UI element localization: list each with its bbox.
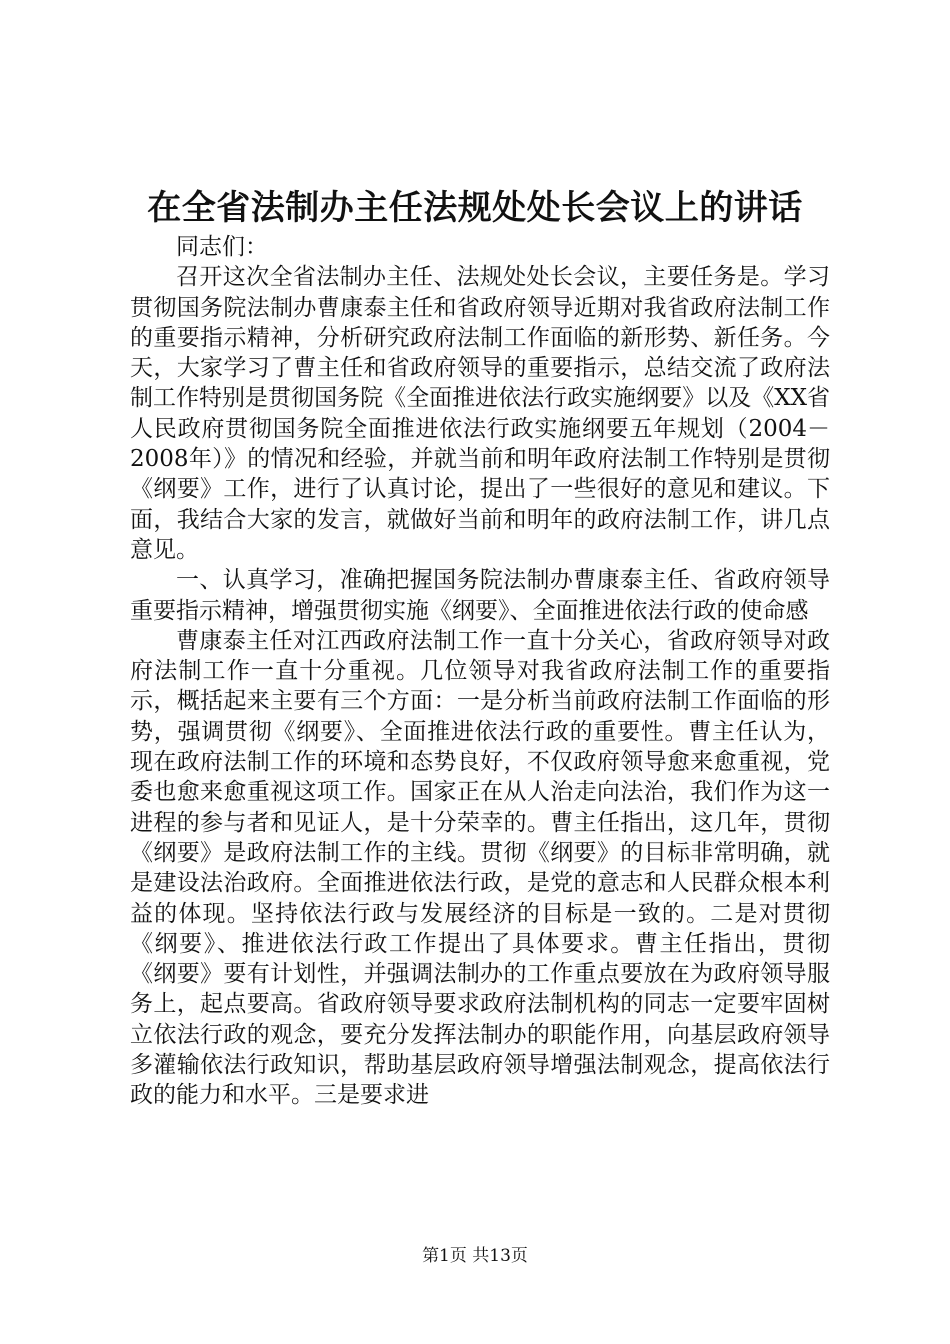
section-heading-paragraph: 一、认真学习，准确把握国务院法制办曹康泰主任、省政府领导重要指示精神，增强贯彻实施《纲要》、全面推进依法行政的使命感: [130, 567, 830, 624]
document-title: 在全省法制办主任法规处处长会议上的讲话: [147, 188, 803, 228]
body-paragraph: 曹康泰主任对江西政府法制工作一直十分关心，省政府领导对政府法制工作一直十分重视。几位领导对我省政府法制工作的重要指示，概括起来主要有三个方面：一是分析当前政府法制工作面临的形势，强调贯彻《纲要》、全面推进依法行政的重要性。曹主任认为，现在政府法制工作的环境和态势良好，不仅政府领导愈来愈重视，党委也愈来愈重视这项工作。国家正在从人治走向法治，我们作为这一进程的参与者和见证人，是十分荣幸的。曹主任指出，这几年，贯彻《纲要》是政府法制工作的主线。贯彻《纲要》的目标非常明确，就是建设法治政府。全面推进依法行政，是党的意志和人民群众根本利益的体现。坚持依法行政与发展经济的目标是一致的。二是对贯彻《纲要》、推进依法行政工作提出了具体要求。曹主任指出，贯彻《纲要》要有计划性，并强调法制办的工作重点要放在为政府领导服务上，起点要高。省政府领导要求政府法制机构的同志一定要牢固树立依法行政的观念，要充分发挥法制办的职能作用，向基层政府领导多灌输依法行政知识，帮助基层政府领导增强法制观念，提高依法行政的能力和水平。三是要求进: [130, 627, 830, 1109]
intro-paragraph: 召开这次全省法制办主任、法规处处长会议，主要任务是。学习贯彻国务院法制办曹康泰主任和省政府领导近期对我省政府法制工作的重要指示精神，分析研究政府法制工作面临的新形势、新任务。今天，大家学习了曹主任和省政府领导的重要指示，总结交流了政府法制工作特别是贯彻国务院《全面推进依法行政实施纲要》以及《XX省人民政府贯彻国务院全面推进依法行政实施纲要五年规划（2004－2008年）》的情况和经验，并就当前和明年政府法制工作特别是贯彻《纲要》工作，进行了认真讨论，提出了一些很好的意见和建议。下面，我结合大家的发言，就做好当前和明年的政府法制工作，讲几点意见。: [130, 264, 830, 563]
page-footer: 第1页 共13页: [422, 1246, 528, 1266]
document-body: [130, 232, 830, 1111]
salutation-paragraph: 同志们：: [176, 234, 268, 260]
